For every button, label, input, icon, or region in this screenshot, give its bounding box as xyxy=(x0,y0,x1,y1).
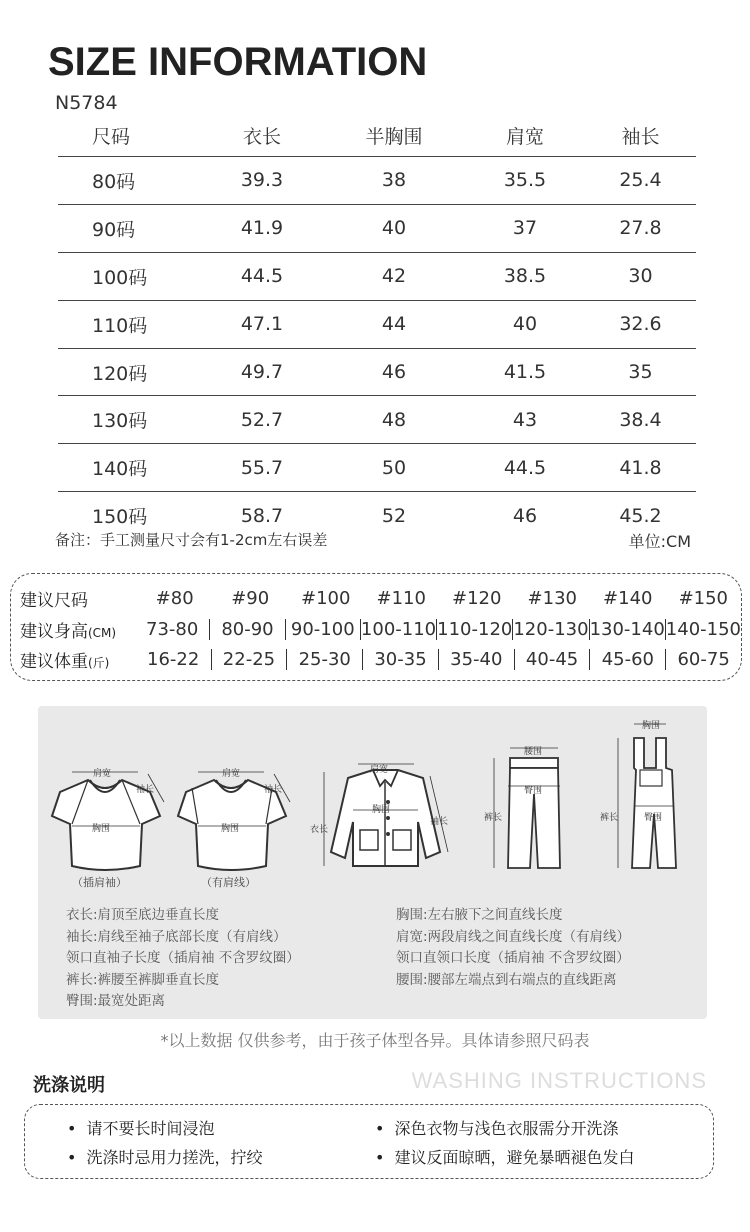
recommend-weight-cell: 45-60 xyxy=(589,649,665,670)
table-cell: 39.3 xyxy=(201,157,323,205)
definition-item: 裤长:裤腰至裤脚垂直长度 xyxy=(66,971,220,988)
recommend-weight-cell: 22-25 xyxy=(211,649,287,670)
jacket-length-label: 衣长 xyxy=(310,825,329,835)
size-table xyxy=(58,114,696,539)
definition-item: 袖长:肩线至袖子底部长度（有肩线） xyxy=(66,928,287,945)
table-row xyxy=(58,396,696,444)
table-cell: 120码 xyxy=(58,348,201,396)
washing-title-en: WASHING INSTRUCTIONS xyxy=(411,1068,707,1093)
table-cell: 130码 xyxy=(58,396,201,444)
table-cell: 46 xyxy=(323,348,465,396)
raglan-sleeve-label: 袖长 xyxy=(136,785,155,795)
table-cell: 150码 xyxy=(92,506,148,529)
size-table-header xyxy=(58,114,696,157)
table-cell: 32.6 xyxy=(585,300,696,348)
pants-waist-label: 腰围 xyxy=(524,747,543,757)
raglan-chest-label: 胸围 xyxy=(92,824,111,834)
pants-length-label: 裤长 xyxy=(484,813,503,823)
recommend-size-label: 建议尺码 xyxy=(20,590,88,611)
table-cell: 110码 xyxy=(58,300,201,348)
table-cell: 46 xyxy=(512,504,538,527)
table-cell: 44.5 xyxy=(465,444,585,492)
measurement-guide-panel xyxy=(38,706,707,1019)
table-cell: 27.8 xyxy=(585,204,696,252)
recommend-weight-cell: 16-22 xyxy=(147,648,200,670)
table-cell: 44 xyxy=(323,300,465,348)
header-half-chest: 半胸围 xyxy=(323,114,465,157)
recommend-height-row xyxy=(11,614,741,644)
table-cell: 47.1 xyxy=(201,300,323,348)
recommend-height-cell: 80-90 xyxy=(209,619,284,640)
table-cell: 45.2 xyxy=(619,504,662,527)
recommend-size-cell: #150 xyxy=(678,587,729,609)
table-cell: 38 xyxy=(323,157,465,205)
table-cell: 40 xyxy=(323,204,465,252)
table-row xyxy=(58,252,696,300)
recommendation-box xyxy=(10,573,742,681)
recommend-size-cell: #140 xyxy=(603,587,653,609)
washing-item: • 洗涤时忌用力搓洗，拧绞 xyxy=(67,1145,262,1168)
table-cell: 35 xyxy=(585,348,696,396)
table-cell: 140码 xyxy=(58,444,201,492)
setin-chest-label: 胸围 xyxy=(221,824,240,834)
definition-item: 领口直领口长度（插肩袖 不含罗纹圈） xyxy=(396,950,630,967)
recommend-height-label: 建议身高(CM) xyxy=(20,621,117,642)
recommend-height-cell: 130-140 xyxy=(589,618,665,640)
table-cell: 38.5 xyxy=(465,252,585,300)
recommend-height-cell: 90-100 xyxy=(285,619,360,640)
definition-item: 领口直袖子长度（插肩袖 不含罗纹圈） xyxy=(66,950,300,967)
overalls-illustration xyxy=(604,718,699,874)
recommend-weight-cell: 60-75 xyxy=(665,649,741,670)
jacket-shoulder-label: 肩宽 xyxy=(370,765,389,775)
recommend-weight-cell: 30-35 xyxy=(362,649,438,670)
table-cell: 30 xyxy=(585,252,696,300)
overalls-hip-label: 臀围 xyxy=(644,813,663,823)
recommend-height-cell: 100-110 xyxy=(360,618,437,640)
overalls-chest-label: 胸围 xyxy=(642,721,661,731)
table-cell: 35.5 xyxy=(465,157,585,205)
recommend-size-cell: #80 xyxy=(155,587,194,609)
definitions-left xyxy=(66,905,300,1013)
table-cell: 25.4 xyxy=(585,157,696,205)
setin-shoulder-label: 肩宽 xyxy=(222,769,241,779)
recommend-height-cell: 140-150 xyxy=(665,618,742,640)
definition-item: 胸围:左右腋下之间直线长度 xyxy=(396,907,563,923)
jacket-sleeve-label: 袖长 xyxy=(430,817,449,827)
recommend-size-cell: #110 xyxy=(376,587,426,609)
table-cell: 42 xyxy=(323,252,465,300)
setin-caption: （有肩线） xyxy=(201,876,256,889)
table-cell: 38.4 xyxy=(585,396,696,444)
table-cell: 43 xyxy=(465,396,585,444)
jacket-chest-label: 胸围 xyxy=(372,805,391,815)
table-cell: 50 xyxy=(323,444,465,492)
table-cell: 55.7 xyxy=(201,444,323,492)
washing-item: • 请不要长时间浸泡 xyxy=(67,1116,214,1139)
page-title: SIZE INFORMATION xyxy=(48,40,428,84)
disclaimer: *以上数据 仅供参考，由于孩子体型各异。具体请参照尺码表 xyxy=(160,1031,590,1050)
recommend-weight-cell: 25-30 xyxy=(286,649,362,670)
table-cell: 100码 xyxy=(58,252,201,300)
overalls-length-label: 裤长 xyxy=(600,813,619,823)
header-shoulder: 肩宽 xyxy=(465,114,585,157)
definition-item: 肩宽:两段肩线之间直线长度（有肩线） xyxy=(396,928,631,945)
washing-box xyxy=(24,1104,714,1179)
recommend-weight-cell: 40-45 xyxy=(514,649,590,670)
recommend-size-cell: #90 xyxy=(231,587,270,609)
header-size: 尺码 xyxy=(58,114,201,157)
table-cell: 90码 xyxy=(58,204,201,252)
recommend-height-cell: 120-130 xyxy=(513,618,589,640)
recommend-size-cell: #100 xyxy=(300,587,351,609)
table-row xyxy=(58,204,696,252)
definition-item: 腰围:腰部左端点到右端点的直线距离 xyxy=(396,971,617,988)
recommend-size-row xyxy=(11,582,741,614)
table-cell: 40 xyxy=(465,300,585,348)
recommend-height-cell: 110-120 xyxy=(437,618,513,640)
table-cell: 49.7 xyxy=(201,348,323,396)
table-cell: 48 xyxy=(323,396,465,444)
definition-item: 臀围:最宽处距离 xyxy=(66,993,166,1010)
product-code: N5784 xyxy=(55,92,118,114)
table-cell: 52 xyxy=(381,504,407,527)
definition-item: 衣长:肩顶至底边垂直长度 xyxy=(66,907,220,923)
washing-item: • 深色衣物与浅色衣服需分开洗涤 xyxy=(375,1116,618,1139)
table-cell: 41.5 xyxy=(465,348,585,396)
table-cell: 37 xyxy=(465,204,585,252)
header-sleeve: 袖长 xyxy=(585,114,696,157)
raglan-caption: （插肩袖） xyxy=(72,876,127,889)
measurement-note: 备注：手工测量尺寸会有1-2cm左右误差 xyxy=(55,531,328,549)
recommend-height-cell: 73-80 xyxy=(146,618,199,640)
table-row xyxy=(58,300,696,348)
table-cell: 52.7 xyxy=(201,396,323,444)
unit-label: 单位:CM xyxy=(628,532,691,551)
recommend-size-cell: #120 xyxy=(452,587,502,609)
pants-hip-label: 臀围 xyxy=(524,786,543,796)
table-row xyxy=(58,157,696,205)
table-cell: 44.5 xyxy=(201,252,323,300)
recommend-weight-cell: 35-40 xyxy=(438,649,514,670)
recommend-weight-row xyxy=(11,644,741,674)
recommend-size-cell: #130 xyxy=(527,587,577,609)
setin-sleeve-label: 袖长 xyxy=(264,785,283,795)
recommend-weight-label: 建议体重(斤) xyxy=(20,651,110,672)
table-cell: 41.9 xyxy=(201,204,323,252)
washing-item: • 建议反面晾晒，避免暴晒褪色发白 xyxy=(375,1145,634,1168)
definitions-right xyxy=(396,905,630,991)
table-cell: 58.7 xyxy=(240,504,284,527)
washing-title: 洗涤说明 xyxy=(33,1075,105,1096)
table-row xyxy=(58,348,696,396)
header-length: 衣长 xyxy=(201,114,323,157)
raglan-shoulder-label: 肩宽 xyxy=(93,769,112,779)
table-cell: 41.8 xyxy=(585,444,696,492)
table-row xyxy=(58,444,696,492)
table-cell: 80码 xyxy=(58,157,201,205)
